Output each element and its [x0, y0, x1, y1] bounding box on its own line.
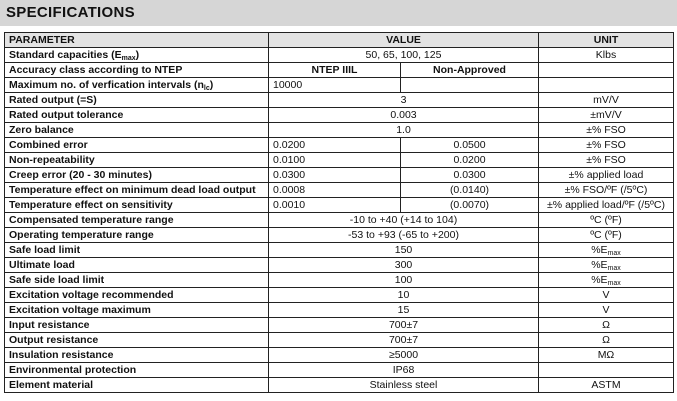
table-row — [5, 288, 674, 303]
table-row — [5, 363, 674, 378]
specifications-table — [4, 32, 674, 393]
table-row — [5, 78, 674, 93]
unit-cell: Klbs — [539, 48, 674, 63]
value-cell-non-approved: Non-Approved — [401, 63, 539, 78]
value-cell-non-approved: 0.0500 — [401, 138, 539, 153]
table-row — [5, 108, 674, 123]
table-row — [5, 198, 674, 213]
value-cell-non-approved: 0.0200 — [401, 153, 539, 168]
unit-cell: mV/V — [539, 93, 674, 108]
param-cell: Standard capacities $(E_{max})$ — [5, 48, 269, 63]
value-cell — [401, 78, 539, 93]
value-cell: ≥5000 — [269, 348, 539, 363]
value-cell: 700±7 — [269, 333, 539, 348]
column-header-unit: UNIT — [539, 33, 674, 48]
unit-cell: ºC (ºF) — [539, 228, 674, 243]
unit-cell — [539, 78, 674, 93]
table-row — [5, 153, 674, 168]
value-cell: -10 to +40 (+14 to 104) — [269, 213, 539, 228]
unit-cell: MΩ — [539, 348, 674, 363]
column-header-parameter: PARAMETER — [5, 33, 269, 48]
param-cell: Temperature effect on minimum dead load output — [5, 183, 269, 198]
table-row — [5, 123, 674, 138]
param-cell: Insulation resistance — [5, 348, 269, 363]
table-row — [5, 168, 674, 183]
value-cell-non-approved: 0.0300 — [401, 168, 539, 183]
value-cell-ntep: 0.0200 — [269, 138, 401, 153]
param-cell: Ultimate load — [5, 258, 269, 273]
param-cell: Safe load limit — [5, 243, 269, 258]
table-row — [5, 303, 674, 318]
param-cell: Element material — [5, 378, 269, 393]
table-row — [5, 378, 674, 393]
unit-cell: ±% applied load/ºF (/5ºC) — [539, 198, 674, 213]
param-cell: Zero balance — [5, 123, 269, 138]
param-cell: Non-repeatability — [5, 153, 269, 168]
table-row — [5, 228, 674, 243]
column-header-value: VALUE — [269, 33, 539, 48]
value-cell: 10000 — [269, 78, 401, 93]
value-cell-ntep: 0.0010 — [269, 198, 401, 213]
unit-cell: ±% FSO — [539, 123, 674, 138]
param-cell: Combined error — [5, 138, 269, 153]
value-cell: Stainless steel — [269, 378, 539, 393]
table-row — [5, 333, 674, 348]
table-row — [5, 183, 674, 198]
param-cell: Rated output tolerance — [5, 108, 269, 123]
value-cell-non-approved: (0.0070) — [401, 198, 539, 213]
param-cell: Temperature effect on sensitivity — [5, 198, 269, 213]
table-row — [5, 348, 674, 363]
param-cell: Compensated temperature range — [5, 213, 269, 228]
param-cell: Creep error (20 - 30 minutes) — [5, 168, 269, 183]
table-row — [5, 258, 674, 273]
param-cell: Excitation voltage maximum — [5, 303, 269, 318]
value-cell: 3 — [269, 93, 539, 108]
param-cell: Rated output (=S) — [5, 93, 269, 108]
table-row — [5, 63, 674, 78]
value-cell: -53 to +93 (-65 to +200) — [269, 228, 539, 243]
table-row — [5, 48, 674, 63]
unit-cell: Ω — [539, 333, 674, 348]
value-cell: 50, 65, 100, 125 — [269, 48, 539, 63]
value-cell: 100 — [269, 273, 539, 288]
section-title: SPECIFICATIONS — [6, 4, 135, 21]
value-cell: 150 — [269, 243, 539, 258]
unit-cell: $\%E_{max}$ — [539, 258, 674, 273]
unit-cell: ±% FSO — [539, 153, 674, 168]
value-cell: 300 — [269, 258, 539, 273]
table-row — [5, 93, 674, 108]
param-cell: Input resistance — [5, 318, 269, 333]
param-cell: Accuracy class according to NTEP — [5, 63, 269, 78]
param-cell: Safe side load limit — [5, 273, 269, 288]
value-cell-ntep: 0.0300 — [269, 168, 401, 183]
table-row — [5, 243, 674, 258]
value-cell-ntep: NTEP IIIL — [269, 63, 401, 78]
value-cell: 10 — [269, 288, 539, 303]
unit-cell: ±% applied load — [539, 168, 674, 183]
value-cell-non-approved: (0.0140) — [401, 183, 539, 198]
value-cell-ntep: 0.0100 — [269, 153, 401, 168]
unit-cell: ±mV/V — [539, 108, 674, 123]
unit-cell: $\%E_{max}$ — [539, 273, 674, 288]
table-row — [5, 318, 674, 333]
param-cell: Environmental protection — [5, 363, 269, 378]
unit-cell: ±% FSO/ºF (/5ºC) — [539, 183, 674, 198]
unit-cell: V — [539, 288, 674, 303]
unit-cell: Ω — [539, 318, 674, 333]
unit-cell: ASTM — [539, 378, 674, 393]
param-cell: Excitation voltage recommended — [5, 288, 269, 303]
value-cell: 1.0 — [269, 123, 539, 138]
table-row — [5, 273, 674, 288]
value-cell: 700±7 — [269, 318, 539, 333]
unit-cell: V — [539, 303, 674, 318]
value-cell: 0.003 — [269, 108, 539, 123]
param-cell: Operating temperature range — [5, 228, 269, 243]
unit-cell: $\%E_{max}$ — [539, 243, 674, 258]
value-cell: 15 — [269, 303, 539, 318]
param-cell: Output resistance — [5, 333, 269, 348]
section-banner — [0, 0, 677, 26]
unit-cell: ºC (ºF) — [539, 213, 674, 228]
unit-cell: ±% FSO — [539, 138, 674, 153]
value-cell: IP68 — [269, 363, 539, 378]
param-cell: Maximum no. of verfication intervals $(n_{lc})$ — [5, 78, 269, 93]
table-row — [5, 138, 674, 153]
value-cell-ntep: 0.0008 — [269, 183, 401, 198]
table-row — [5, 213, 674, 228]
unit-cell — [539, 63, 674, 78]
table-header-row — [5, 33, 674, 48]
unit-cell — [539, 363, 674, 378]
